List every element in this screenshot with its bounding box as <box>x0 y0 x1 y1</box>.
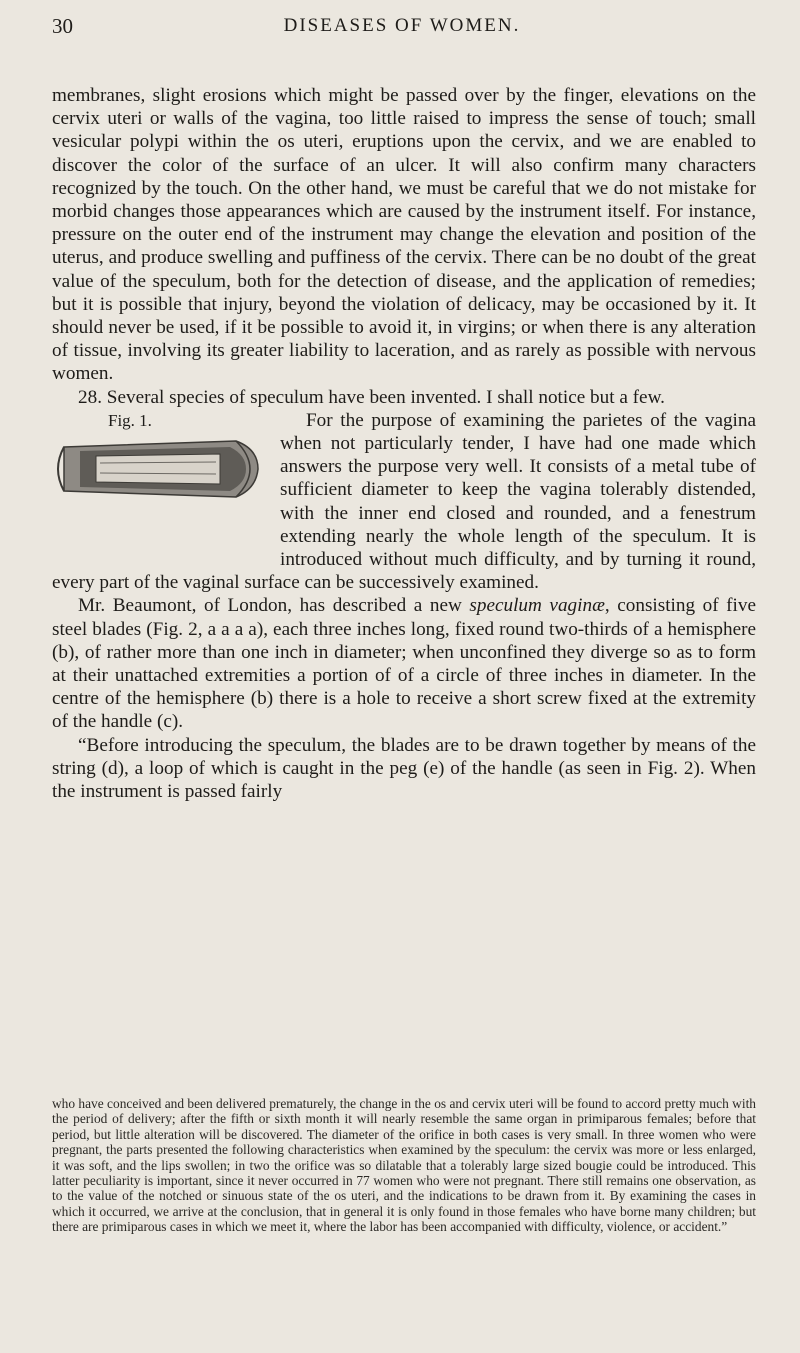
figure-label: Fig. 1. <box>108 410 152 430</box>
paragraph-section-28: 28. Several species of speculum have been invented. I shall notice but a few. <box>78 386 665 408</box>
figure-1 <box>50 409 270 559</box>
paragraph-beaumont: Mr. Beaumont, of London, has described a new speculum vaginæ, consisting of five steel blades (Fig. 2, a a a a), each three inches long, fixed round two-thirds of a hemisphere (b), of rather more than one inch in diameter; when unconfined they diverge so as to form at their unattached extremities a portion of of a circle of three inches in diameter. In the centre of the hemisphere (b) there is a hole to receive a short screw fixed at the extremity of the handle (c). <box>52 595 756 733</box>
speculum-illustration <box>50 429 268 509</box>
paragraph-fig-1: Fig. 1. For the purpose of examining the parietes of the vagina when not particularly tender, I have had one made which answers the purpose very well. It consists of a metal tube of sufficient diameter to keep the vagina tolerably distended, with the inner end closed and rounded, and a fenestrum extending nearly the whole length of the speculum. It is introduced without much difficulty, and by turning it round, every part of the vaginal surface can be successively examined. <box>52 409 756 594</box>
running-head: DISEASES OF WOMEN. <box>283 15 521 36</box>
footnote <box>52 1096 756 1235</box>
page-number: 30 <box>52 14 73 38</box>
italic-term: speculum vaginæ <box>469 595 605 617</box>
body-text <box>52 84 756 803</box>
footnote-text: who have conceived and been delivered prematurely, the change in the os and cervix uteri will be found to accord pretty much with the period of delivery; after the fifth or sixth month it will nearly resemble the same organ in primiparous females; before that period, but little alteration will be discovered. The diameter of the orifice in both cases is very small. In three women who were pregnant, the parts presented the following characteristics when examined by the speculum: the cervix was more or less enlarged, it was soft, and the lips swollen; in two the orifice was so dilatable that a tolerably large sized bougie could be introduced. This latter peculiarity is important, since it never occurred in 77 women who were not pregnant. There still remains one observation, as to the value of the notched or sinuous state of the os uteri, and the indications to be drawn from it. By examining the cases in which it occurred, we arrive at the conclusion, that in general it is only found in those females who have borne many children; but there are primiparous cases in which we meet it, where the labor has been accompanied with difficulty, violence, or accident.” <box>52 1096 756 1235</box>
page-header <box>52 14 752 42</box>
paragraph-quote: “Before introducing the speculum, the blades are to be drawn together by means of the string (d), a loop of which is caught in the peg (e) of the handle (as seen in Fig. 2). When the instrument is passed fairly <box>52 734 756 803</box>
paragraph: membranes, slight erosions which might be passed over by the finger, elevations on the cervix uteri or walls of the vagina, too little raised to impress the sense of touch; small vesicular polypi within the os uteri, eruptions upon the cervix, and we are enabled to discover the color of the surface of an ulcer. It will also confirm many characters recognized by the touch. On the other hand, we must be careful that we do not mistake for morbid changes those appearances which are caused by the instrument itself. For instance, pressure on the outer end of the instrument may change the elevation and position of the uterus, and produce swelling and puffiness of the cervix. There can be no doubt of the great value of the speculum, both for the detection of disease, and the application of remedies; but it is possible that injury, beyond the violation of delicacy, may be occasioned by it. It should never be used, if it be possible to avoid it, in virgins; or when there is any alteration of tissue, involving its greater liability to laceration, and as rarely as possible with nervous women. <box>52 85 756 385</box>
